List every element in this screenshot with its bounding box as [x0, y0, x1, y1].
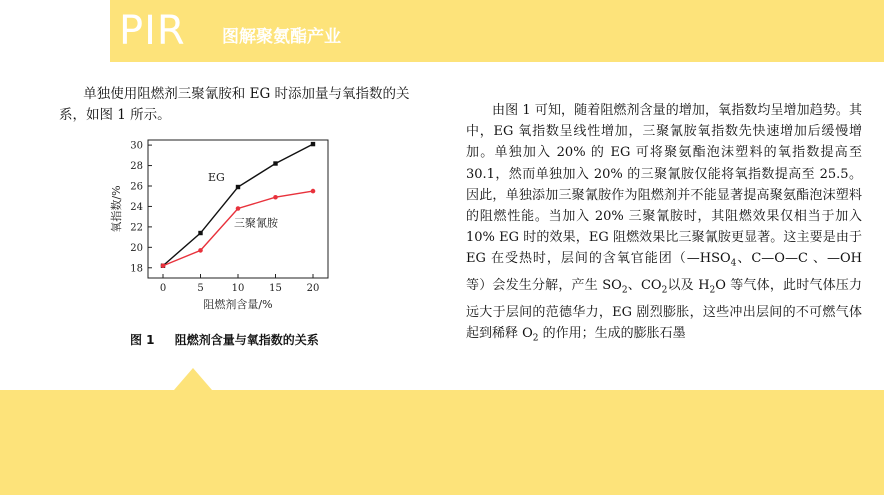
y-tick-label: 18 [130, 263, 143, 275]
data-point [311, 189, 316, 194]
subscript: 4 [730, 259, 737, 270]
data-point [273, 195, 278, 200]
x-tick-label: 0 [159, 283, 167, 294]
intro-paragraph: 单独使用阻燃剂三聚氰胺和 EG 时添加量与氧指数的关系，如图 1 所示。 [59, 86, 410, 123]
figure-caption [130, 331, 319, 348]
y-tick-label: 24 [130, 201, 143, 213]
x-tick-label: 15 [269, 283, 282, 294]
body-text-part: 以及 H [667, 278, 710, 294]
series-label: 三聚氰胺 [234, 216, 278, 230]
y-tick-label: 30 [130, 140, 143, 152]
subscript: 2 [532, 333, 539, 344]
data-point [198, 231, 202, 235]
y-tick-label: 22 [130, 222, 143, 234]
y-tick-label: 20 [130, 242, 143, 254]
y-tick-label: 28 [130, 161, 143, 173]
series-label: EG [208, 171, 225, 185]
y-axis-label: 氧指数/% [110, 185, 123, 233]
footer-banner [0, 390, 884, 495]
x-tick-label: 20 [306, 283, 320, 294]
body-text-part: 、C—O—C 、—OH 等）会发生分解，产生 SO [466, 251, 862, 294]
data-point [198, 248, 203, 253]
subscript: 2 [661, 285, 668, 296]
x-tick-label: 10 [231, 283, 245, 294]
data-point [236, 206, 241, 211]
subscript: 2 [621, 285, 628, 296]
page-subtitle: 图解聚氨酯产业 [222, 27, 341, 47]
brand-logo: PIR [119, 8, 186, 54]
data-point [236, 185, 240, 189]
body-paragraph [466, 100, 862, 350]
body-text-part: 、CO [627, 278, 662, 294]
subscript: 2 [709, 285, 716, 296]
data-point [273, 161, 277, 165]
x-axis-label: 阻燃剂含量/% [203, 298, 273, 311]
oxygen-index-chart [100, 136, 340, 316]
footer-notch [174, 368, 212, 390]
data-point [161, 263, 166, 268]
series-line [163, 144, 313, 266]
body-text-part: O 等气体，此时气体压力远大于层间的范德华力，EG 剧烈膨胀，这些冲出层间的不可燃气体起到稀释 O [466, 278, 862, 342]
figure-caption-text: 阻燃剂含量与氧指数的关系 [174, 333, 319, 347]
data-point [311, 142, 315, 146]
body-text-part: 由图 1 可知，随着阻燃剂含量的增加，氧指数均呈增加趋势。其中，EG 氧指数呈线性增加，三聚氰胺氧指数先快速增加后缓慢增加。单独加入 20% 的 EG 可将聚氨酯泡沫塑料的氧指数提高至 30.1，然而单独加入 20% 的三聚氰胺仅能将氧指数提高至 25.5。因此，单独添加三聚氰胺作为阻燃剂并不能显著提高聚氨酯泡沫塑料的阻燃性能。当加入 20% 三聚氰胺时，其阻燃效果仅相当于加入 10% EG 时的效果，EG 阻燃效果比三聚氰胺更显著。这主要是由于 EG 在受热时，层间的含氧官能团（—HSO [466, 103, 862, 267]
y-tick-label: 26 [130, 181, 143, 193]
body-text-part: 的作用；生成的膨胀石墨 [538, 326, 686, 342]
x-tick-label: 5 [197, 283, 204, 294]
figure-number: 图 1 [130, 333, 155, 347]
